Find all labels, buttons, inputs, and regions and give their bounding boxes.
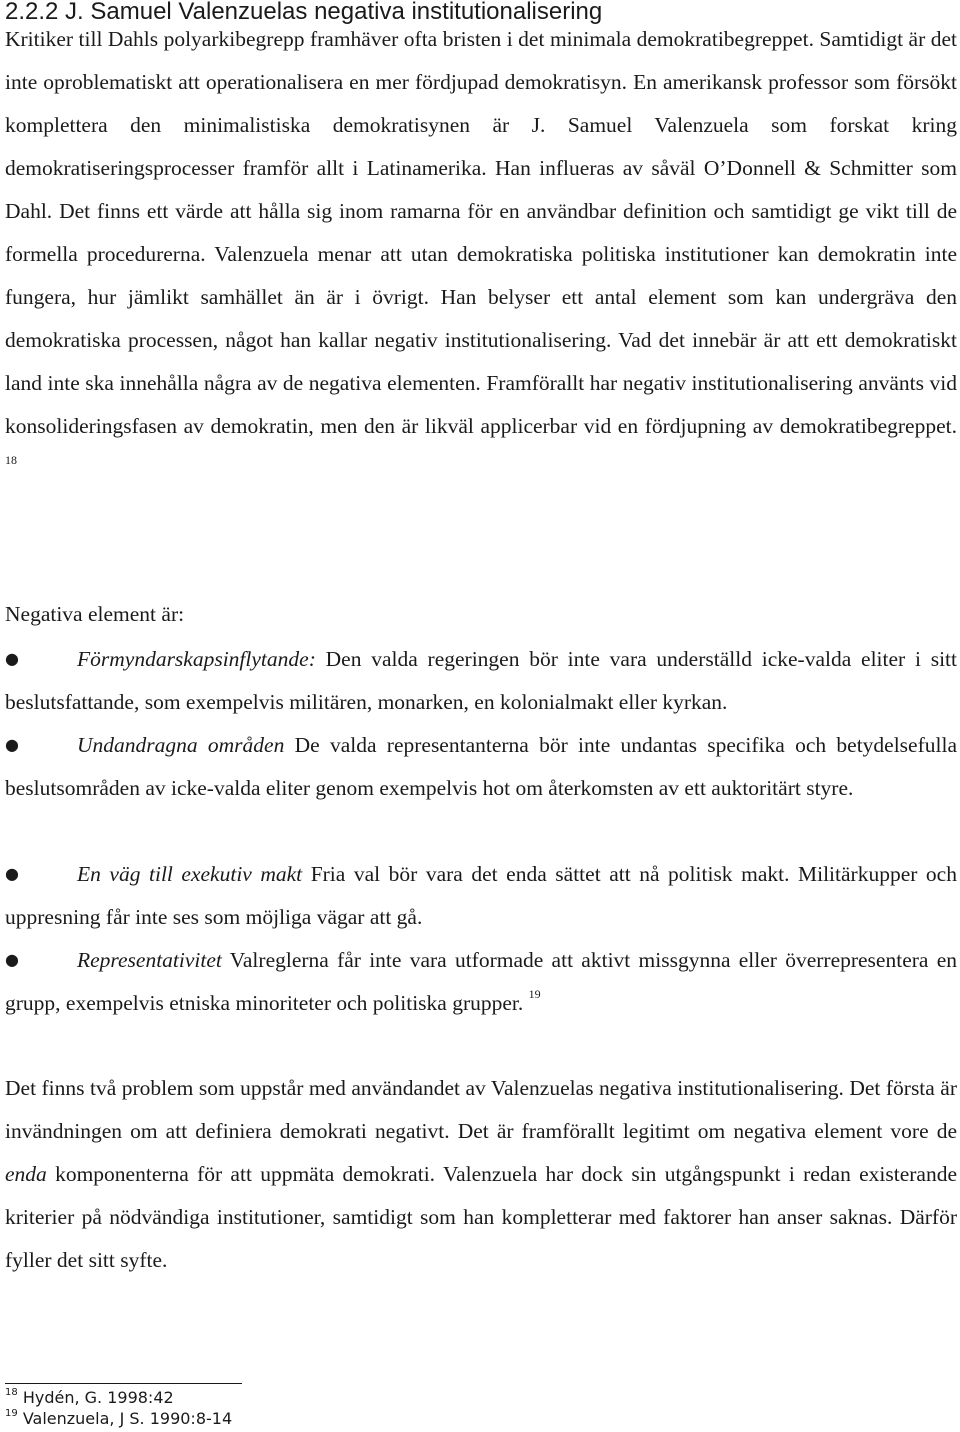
section-heading: 2.2.2 J. Samuel Valenzuelas negativa institutionalisering xyxy=(5,0,603,25)
bullet-text: De valda representanterna bör inte undantas specifika och betydelsefulla beslutsområden av icke-valda eliter genom exempelvis hot om återkomsten av ett auktoritärt styre. xyxy=(5,733,957,800)
bullet-term: Undandragna områden xyxy=(77,733,285,757)
bullet-item xyxy=(5,938,957,1025)
bullet-item xyxy=(5,723,957,810)
bullet-term: Representativitet xyxy=(77,948,222,972)
footnote-number: 19 xyxy=(5,1408,18,1419)
discussion-paragraph xyxy=(5,1067,957,1282)
discussion-text-before: Det finns två problem som uppstår med användandet av Valenzuelas negativa institutionalisering. Det första är invändningen om att definiera demokrati negativt. Det är framförallt legitimt om negativa element vore de xyxy=(5,1076,957,1143)
footnote-19 xyxy=(5,1409,232,1429)
bullet-icon: ● xyxy=(5,864,19,883)
discussion-text-after: komponenterna för att uppmäta demokrati. Valenzuela har dock sin utgångspunkt i redan existerande kriterier på nödvändiga institutioner, samtidigt som han kompletterar med faktorer han anser saknas. Därför fyller det sitt syfte. xyxy=(5,1162,957,1272)
intro-paragraph-text: Kritiker till Dahls polyarkibegrepp framhäver ofta bristen i det minimala demokratibegreppet. Samtidigt är det inte oproblematiskt att operationalisera en mer fördjupad demokratisyn. En amerikansk professor som försökt komplettera den minimalistiska demokratisynen är J. Samuel Valenzuela som forskat kring demokratiseringsprocesser framför allt i Latinamerika. Han influeras av såväl O’Donnell & Schmitter som Dahl. Det finns ett värde att hålla sig inom ramarna för en användbar definition och samtidigt ge vikt till de formella procedurerna. Valenzuela menar att utan demokratiska politiska institutioner kan demokratin inte fungera, hur jämlikt samhället än är i övrigt. Han belyser ett antal element som kan undergräva den demokratiska processen, något han kallar negativ institutionalisering. Vad det innebär är att ett demokratiskt land inte ska innehålla några av de negativa elementen. Framförallt har negativ institutionalisering använts vid konsolideringsfasen av demokratin, men den är likväl applicerbar vid en fördjupning av demokratibegreppet. xyxy=(5,27,957,438)
footnote-number: 18 xyxy=(5,1387,18,1398)
bullet-term: Förmyndarskapsinflytande: xyxy=(77,647,316,671)
bullet-icon: ● xyxy=(5,950,19,969)
footnote-text: Valenzuela, J S. 1990:8-14 xyxy=(22,1409,233,1428)
footnote-separator xyxy=(5,1383,242,1384)
bullet-item xyxy=(5,637,957,724)
bullet-term: En väg till exekutiv makt xyxy=(77,862,303,886)
bullet-icon: ● xyxy=(5,649,19,668)
footnote-text: Hydén, G. 1998:42 xyxy=(22,1388,174,1407)
bullet-icon: ● xyxy=(5,735,19,754)
emphasis-word: enda xyxy=(5,1162,47,1186)
footnote-18 xyxy=(5,1388,174,1408)
negative-elements-heading: Negativa element är: xyxy=(5,602,185,626)
footnote-ref-19: 19 xyxy=(528,987,541,1001)
bullet-text: Den valda regeringen bör inte vara underställd icke-valda eliter i sitt beslutsfattande, som exempelvis militären, monarken, en kolonialmakt eller kyrkan. xyxy=(5,647,957,714)
bullet-item xyxy=(5,852,957,939)
intro-paragraph xyxy=(5,18,957,491)
footnote-ref-18: 18 xyxy=(5,453,17,467)
bullet-text: Valreglerna får inte vara utformade att aktivt missgynna eller överrepresentera en grupp, exempelvis etniska minoriteter och politiska grupper. xyxy=(5,948,957,1015)
bullet-text: Fria val bör vara det enda sättet att nå politisk makt. Militärkupper och uppresning får inte ses som möjliga vägar att gå. xyxy=(5,862,957,929)
